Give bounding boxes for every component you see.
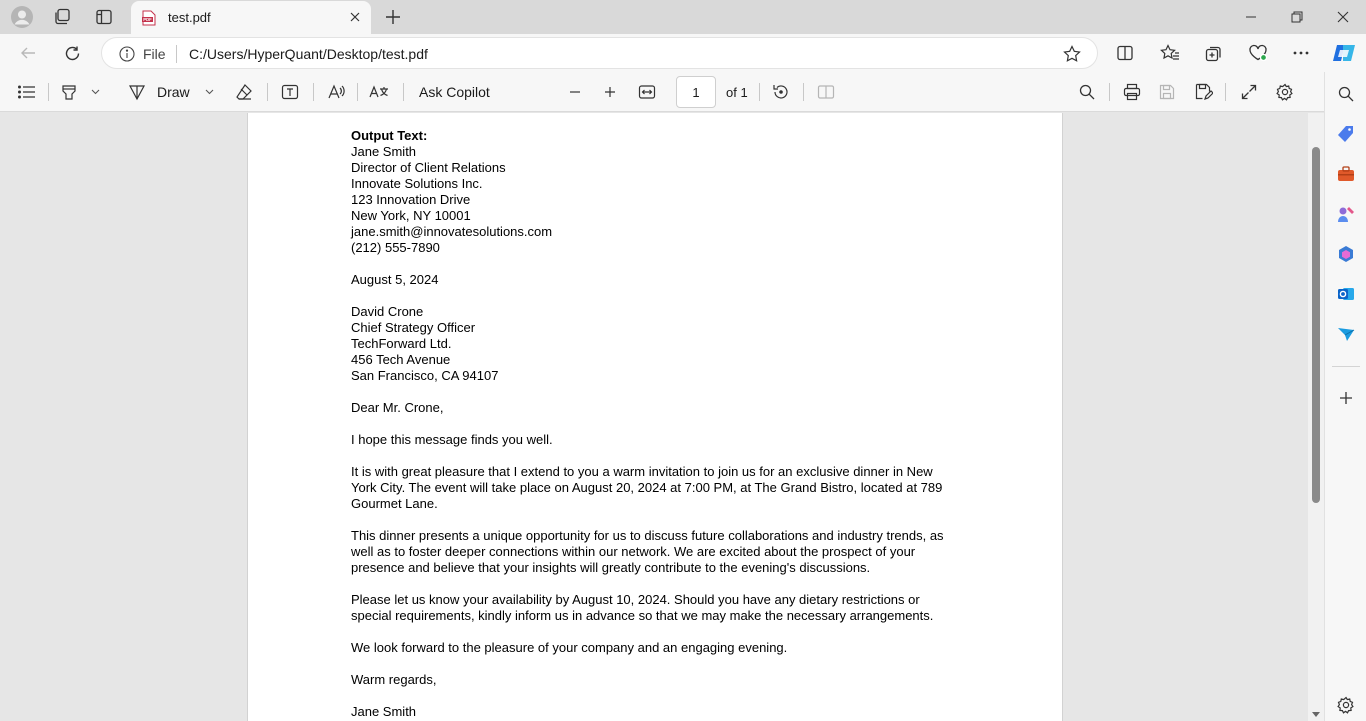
toolbar-divider xyxy=(1225,83,1226,101)
print-icon[interactable] xyxy=(1121,81,1143,103)
sender-line: New York, NY 10001 xyxy=(351,208,471,223)
recipient-line: David Crone xyxy=(351,304,424,319)
navigation-bar xyxy=(0,34,1366,72)
ask-copilot-button[interactable]: Ask Copilot xyxy=(419,84,490,100)
refresh-icon xyxy=(64,45,81,62)
highlight-icon[interactable] xyxy=(58,81,80,103)
draw-dropdown-icon[interactable] xyxy=(202,81,216,103)
salutation: Dear Mr. Crone, xyxy=(351,400,444,415)
paragraph-line: It is with great pleasure that I extend to you a warm invitation to join us for an exclusive dinner in New xyxy=(351,464,933,479)
text-box-icon[interactable] xyxy=(279,81,301,103)
send-icon[interactable] xyxy=(1335,323,1357,345)
close-window-button[interactable] xyxy=(1320,0,1366,34)
sender-phone: (212) 555-7890 xyxy=(351,240,440,255)
paragraph-line: special requirements, kindly inform us in advance so that we may make the necessary arrangements. xyxy=(351,608,934,623)
toolbar-divider xyxy=(803,83,804,101)
fullscreen-icon[interactable] xyxy=(1238,81,1260,103)
letter-date: August 5, 2024 xyxy=(351,272,439,287)
sender-block xyxy=(351,144,991,256)
read-aloud-icon[interactable] xyxy=(325,81,347,103)
collections-icon[interactable] xyxy=(1200,39,1228,67)
sender-line: Innovate Solutions Inc. xyxy=(351,176,483,191)
highlight-dropdown-icon[interactable] xyxy=(88,81,102,103)
draw-button[interactable]: Draw xyxy=(157,84,190,100)
toolbar-divider xyxy=(403,83,404,101)
restore-button[interactable] xyxy=(1274,0,1320,34)
sender-line: Jane Smith xyxy=(351,144,417,159)
toolbar-divider xyxy=(1109,83,1110,101)
save-as-icon[interactable] xyxy=(1193,81,1215,103)
rotate-icon[interactable] xyxy=(770,81,792,103)
back-arrow-icon xyxy=(20,45,36,61)
eraser-icon[interactable] xyxy=(233,81,255,103)
tools-briefcase-icon[interactable] xyxy=(1335,163,1357,185)
edge-sidebar xyxy=(1324,72,1366,721)
vertical-scrollbar[interactable] xyxy=(1308,113,1324,721)
sidebar-settings-icon[interactable] xyxy=(1335,694,1357,716)
sidebar-add-icon[interactable] xyxy=(1335,387,1357,409)
tab-test-pdf[interactable] xyxy=(131,1,371,34)
sidebar-divider xyxy=(1332,366,1360,367)
favorites-icon[interactable] xyxy=(1156,39,1184,67)
toolbar-divider xyxy=(267,83,268,101)
minimize-button[interactable] xyxy=(1228,0,1274,34)
tab-actions-icon[interactable] xyxy=(92,5,116,29)
pdf-page xyxy=(247,113,1063,721)
pdf-settings-icon[interactable] xyxy=(1274,81,1296,103)
recipient-line: San Francisco, CA 94107 xyxy=(351,368,499,383)
workspaces-icon[interactable] xyxy=(50,5,74,29)
close-icon[interactable] xyxy=(347,9,363,25)
paragraph-line: Please let us know your availability by August 10, 2024. Should you have any dietary restrictions or xyxy=(351,592,920,607)
pdf-viewer[interactable] xyxy=(0,113,1324,721)
page-view-icon[interactable] xyxy=(815,81,837,103)
contents-icon[interactable] xyxy=(16,81,38,103)
zoom-in-icon[interactable] xyxy=(599,81,621,103)
zoom-out-icon[interactable] xyxy=(564,81,586,103)
profile-icon[interactable] xyxy=(10,5,34,29)
paragraph-line: Gourmet Lane. xyxy=(351,496,438,511)
refresh-button[interactable] xyxy=(58,39,86,67)
scrollbar-thumb[interactable] xyxy=(1312,147,1320,503)
translate-icon[interactable] xyxy=(368,81,390,103)
page-number-input[interactable]: 1 xyxy=(676,76,716,108)
title-bar xyxy=(0,0,1366,34)
recipient-line: 456 Tech Avenue xyxy=(351,352,451,367)
recipient-block xyxy=(351,304,991,384)
more-icon[interactable] xyxy=(1287,39,1315,67)
paragraph-line: well as to foster deeper connections within our network. We are excited about the prospect of your xyxy=(351,544,916,559)
address-bar[interactable] xyxy=(101,37,1098,69)
shopping-tag-icon[interactable] xyxy=(1335,123,1357,145)
recipient-line: Chief Strategy Officer xyxy=(351,320,476,335)
page-count-label: of 1 xyxy=(726,85,748,100)
scroll-down-arrow[interactable] xyxy=(1312,712,1320,717)
games-icon[interactable] xyxy=(1335,203,1357,225)
new-tab-button[interactable] xyxy=(381,5,405,29)
split-screen-icon[interactable] xyxy=(1111,39,1139,67)
paragraph-line: This dinner presents a unique opportunity for us to discuss future collaborations and industry trends, as xyxy=(351,528,944,543)
sidebar-search-icon[interactable] xyxy=(1335,83,1357,105)
signature: Jane Smith xyxy=(351,704,417,719)
closing: Warm regards, xyxy=(351,672,437,687)
recipient-line: TechForward Ltd. xyxy=(351,336,452,351)
toolbar-divider xyxy=(357,83,358,101)
address-separator xyxy=(176,45,177,63)
search-icon[interactable] xyxy=(1076,81,1098,103)
pdf-toolbar xyxy=(0,72,1324,112)
pdf-file-icon xyxy=(142,10,156,26)
plus-icon xyxy=(385,9,401,25)
toolbar-divider xyxy=(759,83,760,101)
sender-line: Director of Client Relations xyxy=(351,160,506,175)
toolbar-divider xyxy=(313,83,314,101)
copilot-icon[interactable] xyxy=(1330,39,1358,67)
outlook-icon[interactable] xyxy=(1335,283,1357,305)
info-icon[interactable] xyxy=(119,46,135,62)
performance-icon[interactable] xyxy=(1244,39,1272,67)
save-icon[interactable] xyxy=(1156,81,1178,103)
draw-icon[interactable] xyxy=(126,81,148,103)
back-button[interactable] xyxy=(14,39,42,67)
svg-text:PDF: PDF xyxy=(143,17,152,23)
letter-text xyxy=(351,128,991,720)
sender-email: jane.smith@innovatesolutions.com xyxy=(351,224,553,239)
fit-width-icon[interactable] xyxy=(636,81,658,103)
star-icon[interactable] xyxy=(1063,45,1081,63)
output-heading: Output Text: xyxy=(351,128,428,143)
toolbar-divider xyxy=(48,83,49,101)
url-text[interactable]: C:/Users/HyperQuant/Desktop/test.pdf xyxy=(189,46,428,62)
paragraph-line: presence and believe that your insights will greatly contribute to the evening's discussions. xyxy=(351,560,871,575)
paragraph-line: I hope this message finds you well. xyxy=(351,432,553,447)
paragraph-line: We look forward to the pleasure of your company and an engaging evening. xyxy=(351,640,788,655)
sender-line: 123 Innovation Drive xyxy=(351,192,471,207)
url-scheme-label: File xyxy=(143,46,166,62)
microsoft-365-icon[interactable] xyxy=(1335,243,1357,265)
tab-title: test.pdf xyxy=(168,10,211,25)
paragraph-line: York City. The event will take place on August 20, 2024 at 7:00 PM, at The Grand Bistro, located at 789 xyxy=(351,480,943,495)
